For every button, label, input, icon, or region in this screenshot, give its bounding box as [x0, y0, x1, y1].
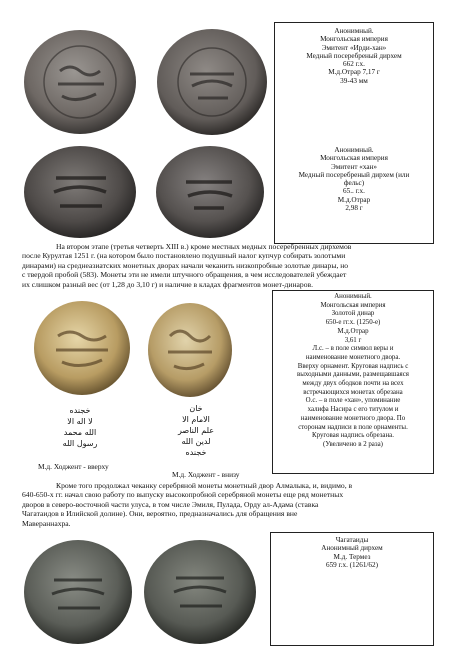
arabic-right-line: لدين الله [181, 437, 211, 446]
desc3-line: М.д.Отрар [337, 327, 369, 335]
arabic-left-line: خجنده [69, 406, 91, 415]
arabic-right-line: علم الناصر [177, 426, 214, 435]
desc3-line: Золотой динар [331, 310, 375, 318]
coin-description-4 [272, 536, 432, 569]
para1-line: их слишком разный вес (от 1,28 до 3,10 г) и наличие в кладах фрагментов монет-динаров. [22, 279, 313, 289]
gold-coin-image-1 [30, 296, 134, 400]
desc3-line: халифа Насира с его титулом и [307, 406, 399, 414]
caption-khojent-bottom: М.д. Ходжент - внизу [172, 470, 240, 479]
coin-description-1 [276, 27, 432, 85]
desc3-line: Круговая надпись обрезана. [312, 432, 394, 440]
desc3-line: 650-е гг.х. (1250-е) [325, 319, 381, 327]
arabic-left-line: لا اله الا [67, 417, 93, 426]
para1-line: На втором этапе (третья четверть XIII в.) кроме местных медных посеребренных дирхемов [56, 242, 352, 251]
coin-image-4 [152, 142, 270, 240]
para2-line: Мавераннахра. [22, 518, 71, 528]
arabic-right-line: خجنده [185, 448, 207, 457]
desc1-line: Анонимный. [334, 27, 374, 35]
desc3-line: выходными данными, размещавшаяся [297, 371, 409, 379]
para1-line: после Курултая 1251 г. (на котором было постановлено подушный налог купчур собирать золотыми [22, 251, 346, 261]
desc1-line: Медный посеребреный дирхем [306, 51, 402, 60]
arabic-right-line: خان [189, 404, 203, 413]
desc3-line: Л.с. – в поле символ веры и [312, 345, 394, 353]
coin-description-2 [276, 146, 432, 212]
paragraph-second-stage [22, 242, 432, 289]
desc2-line: Эмитент «хан» [331, 162, 377, 171]
arabic-right-line: الامام الا [182, 415, 210, 424]
arabic-inscription-reverse [156, 403, 236, 458]
para2-line: Чагатаидов в Илийской долине). Они, вероятно, предназначались для обращения вне [22, 509, 298, 519]
paragraph-almalyk-mint [22, 481, 432, 528]
para1-line: динарами) на среднеазиатских монетных дворах начали чеканить низкопробные золотые динары, но [22, 260, 349, 270]
desc1-line: 39-43 мм [340, 76, 368, 85]
desc1-line: М.д.Отрар 7,17 г [328, 68, 380, 77]
desc2-line: 2,98 г [345, 204, 363, 213]
desc3-line: (Увеличено в 2 раза) [323, 440, 383, 448]
para2-line: Кроме того продолжал чеканку серебряной монеты монетный двор Алмалыка, и, видимо, в [56, 481, 353, 490]
desc2-line: М.д.Отрар [337, 195, 371, 204]
desc1-line: Эмитент «Ирди-хан» [321, 43, 387, 52]
para1-line: с твердой пробой (583). Монеты эти не имели штучного обращения, в чем исследователей убеждает [22, 270, 347, 280]
caption-khojent-top: М.д. Ходжент - вверху [38, 462, 109, 471]
desc3-line: наименование монетного двора. [305, 353, 401, 361]
desc4-line: М.д. Термез [333, 552, 371, 561]
coin-description-3 [274, 293, 432, 450]
desc2-line: Анонимный. [334, 146, 374, 154]
coin-image-3 [20, 142, 142, 240]
desc3-line: встречающихся монетах обрезана [303, 388, 403, 396]
desc3-line: Вверху орнамент. Круговая надпись с [297, 362, 409, 370]
coin-image-1 [20, 26, 142, 138]
desc2-line: Медный посеребреный дирхем (или [298, 170, 410, 179]
desc3-line: Монгольская империя [320, 301, 386, 309]
gold-coin-image-2 [144, 296, 236, 400]
arabic-left-line: رسول الله [62, 439, 98, 448]
desc4-line: Чагатаиды [335, 536, 369, 544]
desc4-line: 659 г.х. (1261/62) [325, 560, 379, 569]
desc2-line: фельс) [343, 179, 365, 188]
para2-line: 640-650-х гг. начал свою работу по выпуску высокопробной серебряной монеты еще ряд монетных [22, 490, 344, 500]
desc1-line: 662 г.х. [343, 60, 365, 69]
desc3-line: сторонам надписи в поле орнаменты. [298, 423, 408, 431]
arabic-left-line: الله محمد [63, 428, 97, 437]
desc3-line: Анонимный. [334, 293, 372, 300]
silver-coin-image-1 [20, 536, 138, 646]
desc3-line: 3,61 г [344, 336, 362, 344]
desc3-line: между двух ободков почти на всех [302, 380, 404, 388]
coin-image-2 [152, 26, 270, 138]
desc2-line: 65.. г.х. [343, 187, 365, 196]
desc3-line: О.с. – в поле «хан», упоминание [305, 397, 401, 405]
desc1-line: Монгольская империя [320, 35, 388, 44]
arabic-inscription-obverse [42, 405, 118, 449]
desc2-line: Монгольская империя [320, 154, 388, 163]
desc4-line: Анонимный дирхем [321, 544, 383, 553]
desc3-line: наименование монетного двора. По [300, 414, 406, 422]
silver-coin-image-2 [140, 536, 262, 646]
para2-line: дворов в северо-восточной части улуса, в том числе Эмиля, Пулада, Орду ал-Адама (ставка [22, 499, 319, 509]
